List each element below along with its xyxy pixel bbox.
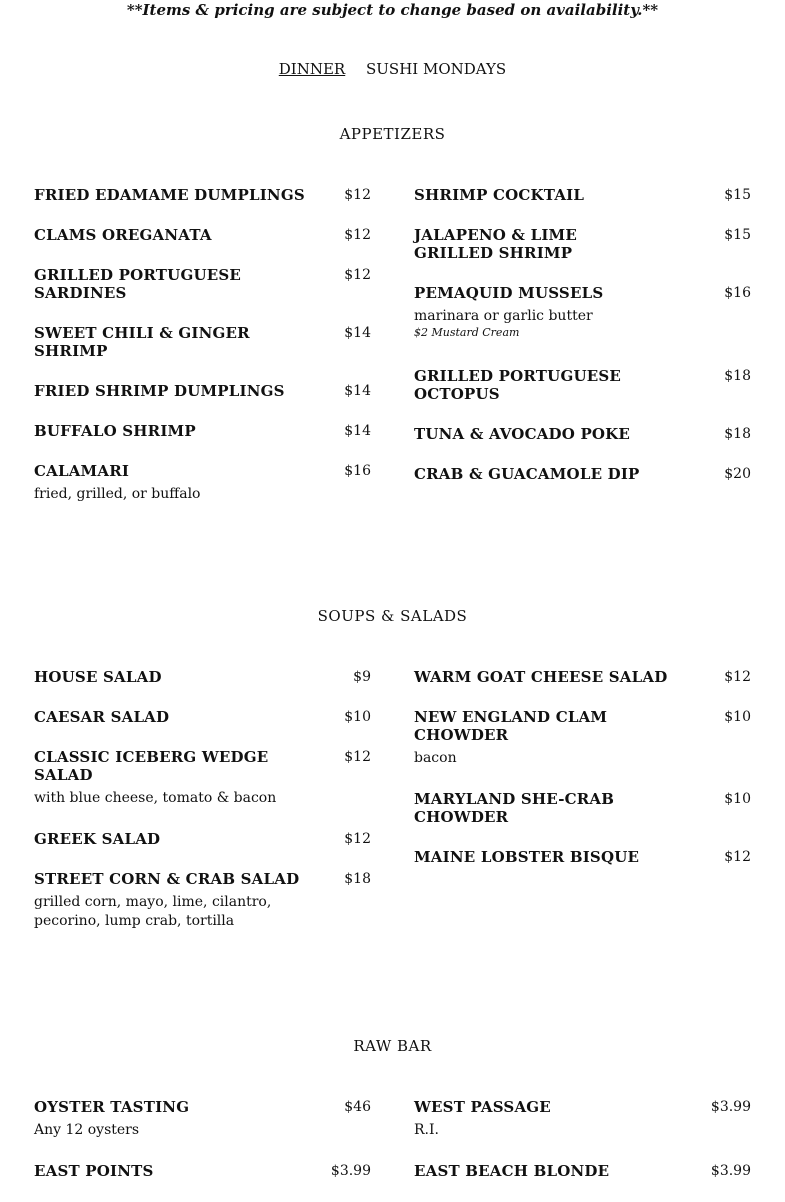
item-description: grilled corn, mayo, lime, cilantro, pecorino, lump crab, tortilla bbox=[34, 894, 272, 929]
raw-bar-left-column bbox=[34, 1098, 371, 1202]
section-title-appetizers: APPETIZERS bbox=[339, 125, 446, 143]
item-price: $18 bbox=[724, 368, 751, 384]
item-description: R.I. bbox=[414, 1122, 439, 1138]
item-name: SWEET CHILI & GINGER SHRIMP bbox=[34, 324, 250, 360]
item-price: $10 bbox=[344, 709, 371, 725]
menu-item bbox=[414, 284, 751, 340]
item-price: $12 bbox=[724, 849, 751, 865]
item-description: marinara or garlic butter bbox=[414, 308, 593, 324]
item-price: $12 bbox=[344, 187, 371, 203]
menu-item bbox=[414, 367, 751, 403]
menu-item bbox=[414, 1098, 751, 1140]
item-description: fried, grilled, or buffalo bbox=[34, 486, 201, 502]
item-name: GRILLED PORTUGUESE SARDINES bbox=[34, 266, 242, 302]
item-name: MAINE LOBSTER BISQUE bbox=[414, 848, 640, 866]
item-price: $3.99 bbox=[710, 1099, 751, 1115]
item-name: EAST POINTS bbox=[34, 1162, 154, 1180]
item-price: $3.99 bbox=[710, 1163, 751, 1179]
appetizers-right-column bbox=[414, 186, 751, 505]
tab-sushi-mondays[interactable]: SUSHI MONDAYS bbox=[366, 60, 507, 78]
item-price: $46 bbox=[344, 1099, 371, 1115]
soups-salads-right-column bbox=[414, 668, 751, 888]
item-price: $12 bbox=[344, 227, 371, 243]
menu-item bbox=[414, 708, 751, 768]
item-name: WEST PASSAGE bbox=[414, 1098, 551, 1116]
tab-dinner[interactable]: DINNER bbox=[278, 60, 346, 78]
item-name: CALAMARI bbox=[34, 462, 130, 480]
menu-item bbox=[414, 790, 751, 826]
item-name: GREEK SALAD bbox=[34, 830, 161, 848]
item-price: $18 bbox=[344, 871, 371, 887]
raw-bar-right-column bbox=[414, 1098, 751, 1202]
item-price: $14 bbox=[344, 423, 371, 439]
menu-item bbox=[34, 830, 371, 848]
menu-item bbox=[414, 186, 751, 204]
item-price: $20 bbox=[724, 466, 751, 482]
item-description: bacon bbox=[414, 750, 457, 766]
menu-item bbox=[34, 668, 371, 686]
menu-item bbox=[34, 1098, 371, 1140]
menu-item bbox=[414, 465, 751, 483]
item-price: $16 bbox=[344, 463, 371, 479]
item-name: EAST BEACH BLONDE bbox=[414, 1162, 610, 1180]
item-price: $15 bbox=[724, 187, 751, 203]
item-price: $12 bbox=[344, 267, 371, 283]
item-price: $15 bbox=[724, 227, 751, 243]
appetizers-left-column bbox=[34, 186, 371, 526]
menu-item bbox=[34, 748, 371, 808]
item-name: WARM GOAT CHEESE SALAD bbox=[414, 668, 668, 686]
item-name: OYSTER TASTING bbox=[34, 1098, 190, 1116]
item-price: $18 bbox=[724, 426, 751, 442]
menu-item bbox=[414, 1162, 751, 1180]
item-price: $3.99 bbox=[330, 1163, 371, 1179]
menu-item bbox=[414, 226, 751, 262]
item-name: TUNA & AVOCADO POKE bbox=[414, 425, 631, 443]
item-addon-note: $2 Mustard Cream bbox=[414, 326, 520, 339]
item-name: CAESAR SALAD bbox=[34, 708, 170, 726]
menu-item bbox=[34, 186, 371, 204]
menu-item bbox=[34, 382, 371, 400]
section-title-soups-salads: SOUPS & SALADS bbox=[317, 607, 468, 625]
item-name: MARYLAND SHE-CRAB CHOWDER bbox=[414, 790, 615, 826]
item-name: CRAB & GUACAMOLE DIP bbox=[414, 465, 640, 483]
item-price: $12 bbox=[344, 831, 371, 847]
soups-salads-left-column bbox=[34, 668, 371, 953]
item-name: FRIED SHRIMP DUMPLINGS bbox=[34, 382, 285, 400]
menu-item bbox=[34, 462, 371, 504]
menu-tabs bbox=[0, 59, 785, 79]
item-price: $10 bbox=[724, 791, 751, 807]
menu-item bbox=[34, 422, 371, 440]
menu-item bbox=[34, 324, 371, 360]
menu-item bbox=[414, 425, 751, 443]
item-price: $14 bbox=[344, 383, 371, 399]
item-name: JALAPENO & LIME GRILLED SHRIMP bbox=[414, 226, 577, 262]
menu-item bbox=[34, 870, 371, 931]
item-name: GRILLED PORTUGUESE OCTOPUS bbox=[414, 367, 622, 403]
menu-item bbox=[414, 848, 751, 866]
item-price: $9 bbox=[353, 669, 371, 685]
item-price: $16 bbox=[724, 285, 751, 301]
item-description: with blue cheese, tomato & bacon bbox=[34, 790, 277, 806]
availability-notice: **Items & pricing are subject to change based on availability.** bbox=[126, 1, 659, 19]
item-price: $12 bbox=[724, 669, 751, 685]
menu-item bbox=[34, 1162, 371, 1180]
item-name: STREET CORN & CRAB SALAD bbox=[34, 870, 300, 888]
item-name: BUFFALO SHRIMP bbox=[34, 422, 196, 440]
item-name: CLASSIC ICEBERG WEDGE SALAD bbox=[34, 748, 269, 784]
item-name: FRIED EDAMAME DUMPLINGS bbox=[34, 186, 305, 204]
section-title-raw-bar: RAW BAR bbox=[353, 1037, 432, 1055]
menu-item bbox=[34, 226, 371, 244]
item-name: CLAMS OREGANATA bbox=[34, 226, 212, 244]
item-name: PEMAQUID MUSSELS bbox=[414, 284, 604, 302]
item-name: NEW ENGLAND CLAM CHOWDER bbox=[414, 708, 608, 744]
item-name: HOUSE SALAD bbox=[34, 668, 162, 686]
menu-item bbox=[34, 708, 371, 726]
menu-item bbox=[34, 266, 371, 302]
item-price: $14 bbox=[344, 325, 371, 341]
menu-item bbox=[414, 668, 751, 686]
item-price: $10 bbox=[724, 709, 751, 725]
item-name: SHRIMP COCKTAIL bbox=[414, 186, 585, 204]
item-price: $12 bbox=[344, 749, 371, 765]
item-description: Any 12 oysters bbox=[34, 1122, 140, 1138]
